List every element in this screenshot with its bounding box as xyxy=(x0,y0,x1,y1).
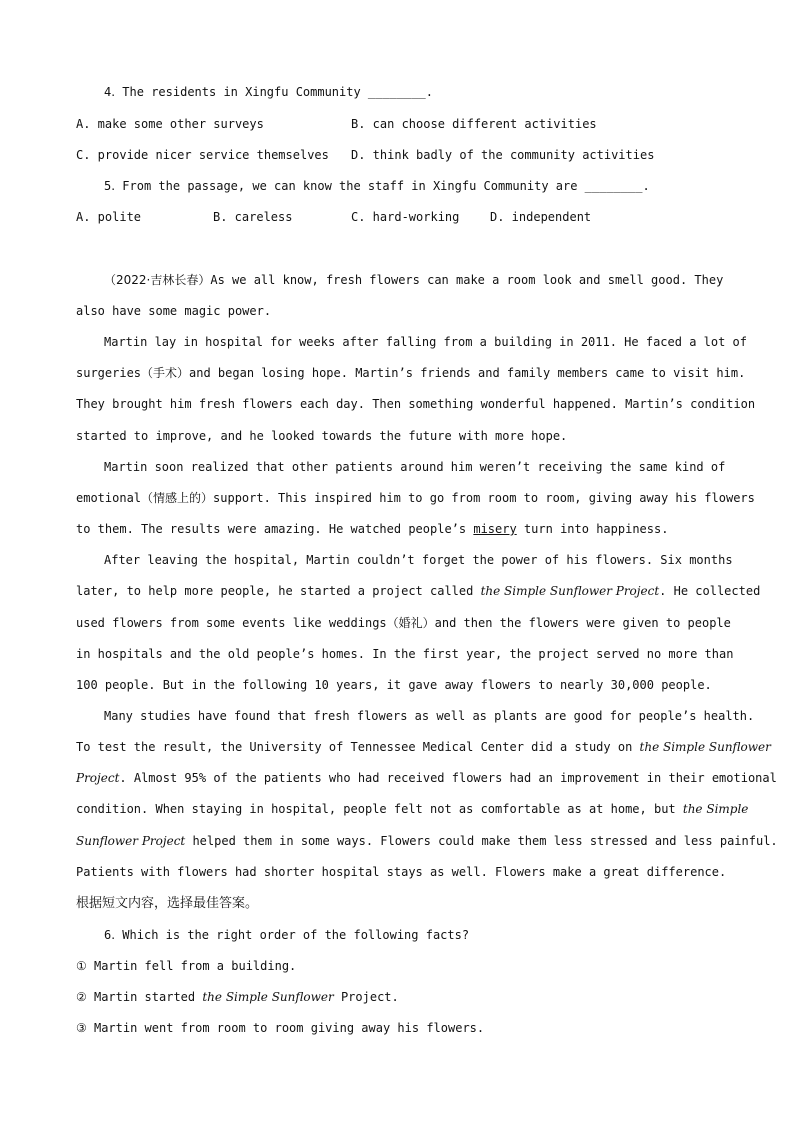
question-5-option-d: D. independent xyxy=(490,210,592,224)
passage-p2-line-2: surgeries（手术）and began losing hope. Martin’s friends and family members came to visit him. xyxy=(76,366,746,380)
question-4-number: 4 xyxy=(104,85,112,99)
passage-p4-line-1: After leaving the hospital, Martin couldn’t forget the power of his flowers. Six months xyxy=(104,553,733,567)
question-4-stem: 4. The residents in Xingfu Community ________. xyxy=(104,85,433,99)
passage-p2-line-1: Martin lay in hospital for weeks after falling from a building in 2011. He faced a lot of xyxy=(104,335,747,349)
question-6-text: Which is the right order of the following facts? xyxy=(122,928,470,942)
passage-p1-line-1: （2022·吉林长春）As we all know, fresh flowers can make a room look and smell good. They xyxy=(104,273,724,287)
question-5-option-b: B. careless xyxy=(213,210,293,224)
passage-p5-line-4: condition. When staying in hospital, people felt not as comfortable as at home, but the Simple xyxy=(76,802,749,816)
question-5-option-a: A. polite xyxy=(76,210,142,224)
passage-p5-line-1: Many studies have found that fresh flowers as well as plants are good for people’s health. xyxy=(104,709,755,723)
question-4-option-d: D. think badly of the community activities xyxy=(351,148,655,162)
passage-p4-line-2: later, to help more people, he started a project called the Simple Sunflower Project. He collected xyxy=(76,584,761,598)
instruction-text: 根据短文内容，选择最佳答案。 xyxy=(76,896,259,911)
question-4-option-c: C. provide nicer service themselves xyxy=(76,148,329,162)
question-5-option-c: C. hard-working xyxy=(351,210,460,224)
passage-p3-line-2: emotional（情感上的）support. This inspired him to go from room to room, giving away his flowers xyxy=(76,491,755,505)
question-4-options-row-1 xyxy=(76,115,718,133)
question-6-fact-2: ② Martin started the Simple Sunflower Project. xyxy=(76,990,399,1004)
passage-p4-line-4: in hospitals and the old people’s homes. In the first year, the project served no more than xyxy=(76,647,734,661)
passage-p5-line-3: Project. Almost 95% of the patients who had received flowers had an improvement in their emotional xyxy=(76,771,777,785)
question-5-text: From the passage, we can know the staff in Xingfu Community are ________. xyxy=(122,179,650,193)
question-4-options-row-2 xyxy=(76,146,718,164)
question-4-text: The residents in Xingfu Community ________. xyxy=(122,85,433,99)
passage-p4-line-3: used flowers from some events like weddings（婚礼）and then the flowers were given to people xyxy=(76,616,731,630)
passage-p2-line-3: They brought him fresh flowers each day. Then something wonderful happened. Martin’s condition xyxy=(76,397,756,411)
question-6-stem: 6. Which is the right order of the following facts? xyxy=(104,928,470,942)
question-5-stem: 5. From the passage, we can know the staff in Xingfu Community are ________. xyxy=(104,179,650,193)
passage-source: （2022·吉林长春） xyxy=(104,273,211,287)
project-name: the Simple Sunflower Project xyxy=(480,584,660,598)
question-5-number: 5 xyxy=(104,179,112,193)
question-6-number: 6 xyxy=(104,928,112,942)
underlined-word-misery: misery xyxy=(473,522,517,536)
question-6-fact-1: ① Martin fell from a building. xyxy=(76,959,297,973)
passage-p2-line-4: started to improve, and he looked towards the future with more hope. xyxy=(76,429,568,443)
passage-p3-line-1: Martin soon realized that other patients around him weren’t receiving the same kind of xyxy=(104,460,726,474)
passage-p5-line-5: Sunflower Project helped them in some ways. Flowers could make them less stressed and less painful. xyxy=(76,834,778,848)
passage-p5-line-2: To test the result, the University of Tennessee Medical Center did a study on the Simple Sunflower xyxy=(76,740,771,754)
question-4-option-a: A. make some other surveys xyxy=(76,117,264,131)
passage-p4-line-5: 100 people. But in the following 10 years, it gave away flowers to nearly 30,000 people. xyxy=(76,678,712,692)
passage-p1-line-2: also have some magic power. xyxy=(76,304,272,318)
question-5-options xyxy=(76,208,718,226)
question-6-fact-3: ③ Martin went from room to room giving away his flowers. xyxy=(76,1021,485,1035)
question-4-option-b: B. can choose different activities xyxy=(351,117,597,131)
passage-p3-line-3: to them. The results were amazing. He watched people’s misery turn into happiness. xyxy=(76,522,669,536)
passage-p5-line-6: Patients with flowers had shorter hospital stays as well. Flowers make a great difference. xyxy=(76,865,727,879)
